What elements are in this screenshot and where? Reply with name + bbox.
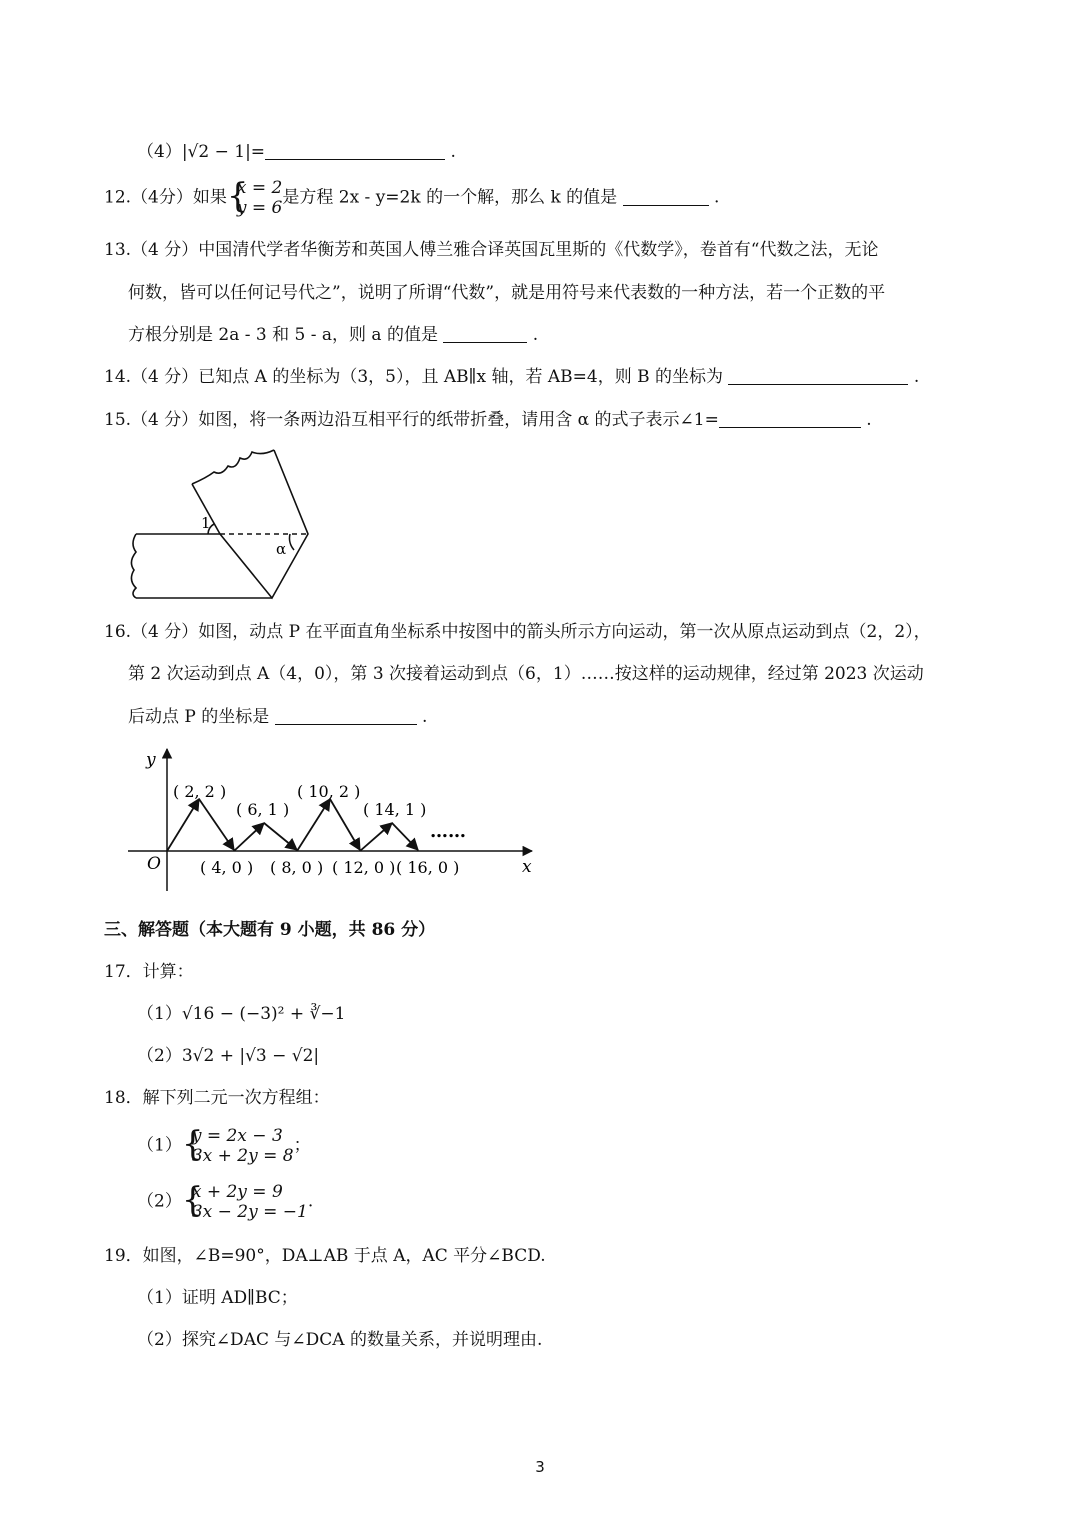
q16-answer-blank[interactable] — [275, 706, 417, 725]
q18-part2 — [137, 1182, 313, 1222]
brace-icon: { — [181, 1180, 204, 1220]
q18-part1-label: （1） — [137, 1135, 182, 1156]
q18-part1-system — [182, 1126, 294, 1166]
q11-part4-label: （4） — [137, 142, 182, 162]
fig16-zigzag-plot — [120, 745, 550, 895]
fig15-folded-strip — [122, 440, 322, 610]
q15: 15.（4 分）如图，将一条两边沿互相平行的纸带折叠，请用含 α 的式子表示∠1= . — [104, 410, 872, 430]
q17-part2-expr: 3√2 + |√3 − √2| — [181, 1046, 320, 1066]
x-axis-label: x — [522, 857, 532, 877]
q18-part2-row1: x + 2y = 9 — [191, 1182, 283, 1202]
q13-answer-blank[interactable] — [443, 324, 527, 343]
q19-title: 19．如图，∠B=90°，DA⊥AB 于点 A，AC 平分∠BCD. — [104, 1246, 546, 1266]
fig15-label-alpha: α — [276, 540, 287, 558]
q12-system-row1: x = 2 — [236, 178, 283, 198]
path-segment — [264, 823, 297, 850]
q18-title: 18．解下列二元一次方程组： — [104, 1088, 330, 1108]
q18-part1-row1: y = 2x − 3 — [191, 1126, 283, 1146]
q13-line1: 13.（4 分）中国清代学者华衡芳和英国人傅兰雅合译英国瓦里斯的《代数学》，卷首有“代数之法，无论 — [104, 240, 879, 260]
y-axis-label: y — [146, 750, 156, 770]
top-label: ( 6, 1 ) — [236, 800, 290, 819]
q18-part1 — [137, 1126, 311, 1166]
bottom-label: ( 8, 0 ) — [270, 858, 324, 877]
q18-part1-end: ； — [293, 1135, 311, 1156]
q18-part2-row2: 3x − 2y = −1 — [191, 1202, 308, 1222]
q12-system — [227, 178, 282, 218]
q16-line3-text: 后动点 P 的坐标是 — [128, 707, 270, 727]
q16-line2: 第 2 次运动到点 A（4，0），第 3 次接着运动到点（6，1）……按这样的运动规律，经过第 2023 次运动 — [128, 664, 924, 684]
q14: 14.（4 分）已知点 A 的坐标为（3，5），且 AB∥x 轴，若 AB=4，则 B 的坐标为 . — [104, 367, 920, 387]
q17-part1 — [137, 1002, 345, 1026]
q17-title: 17．计算： — [104, 962, 194, 982]
q13-line3-text: 方根分别是 2a - 3 和 5 - a，则 a 的值是 — [128, 325, 438, 345]
q13-line2: 何数，皆可以任何记号代之”，说明了所谓“代数”，就是用符号来代表数的一种方法，若一个正数的平 — [128, 283, 886, 303]
page-number: 3 — [535, 1458, 545, 1476]
q18-part1-row2: 3x + 2y = 8 — [191, 1146, 294, 1166]
brace-icon: { — [181, 1124, 204, 1164]
q12-system-row2: y = 6 — [236, 198, 283, 218]
q11-answer-blank[interactable] — [265, 141, 445, 160]
bottom-label: ( 16, 0 ) — [396, 858, 460, 877]
top-label: ( 14, 1 ) — [363, 800, 427, 819]
path-segment — [330, 799, 360, 850]
q12-answer-blank[interactable] — [623, 187, 709, 206]
brace-icon: { — [226, 176, 249, 216]
section-3-title: 三、解答题（本大题有 9 小题，共 86 分） — [104, 920, 436, 940]
q19-part2: （2）探究∠DAC 与∠DCA 的数量关系，并说明理由. — [137, 1330, 543, 1350]
path-segment — [392, 823, 418, 850]
q11-part4-expr: |√2 − 1|= — [181, 142, 266, 162]
q18-part2-system — [182, 1182, 308, 1222]
q18-part2-label: （2） — [137, 1191, 182, 1212]
ellipsis-label: …… — [430, 821, 466, 842]
path-segment — [360, 823, 392, 851]
top-label: ( 10, 2 ) — [297, 782, 361, 801]
path-segment — [199, 799, 234, 850]
q12-text: 是方程 2x - y=2k 的一个解，那么 k 的值是 — [282, 187, 618, 208]
bottom-label: ( 4, 0 ) — [200, 858, 254, 877]
q16-line1: 16.（4 分）如图，动点 P 在平面直角坐标系中按图中的箭头所示方向运动，第一次从原点运动到点（2，2）， — [104, 622, 931, 642]
q11-part4: （4）|√2 − 1|= . — [137, 142, 456, 162]
q15-text: 15.（4 分）如图，将一条两边沿互相平行的纸带折叠，请用含 α 的式子表示∠1= — [104, 410, 719, 430]
fig15-label-1: 1 — [201, 514, 211, 532]
q19-part1: （1）证明 AD∥BC； — [137, 1288, 298, 1308]
q14-answer-blank[interactable] — [728, 366, 908, 385]
path-segment — [234, 823, 264, 851]
q17-part2-label: （2） — [137, 1046, 182, 1066]
q17-part2 — [137, 1044, 319, 1068]
q17-part1-expr: √16 − (−3)² + ∛−1 — [181, 1004, 346, 1024]
q12: 12.（4分）如果 { x = 2 y = 6 是方程 2x - y=2k 的一个解，那么 k 的值是 . — [104, 176, 720, 218]
q18-part2-end: . — [307, 1191, 314, 1212]
q14-text: 14.（4 分）已知点 A 的坐标为（3，5），且 AB∥x 轴，若 AB=4，则 B 的坐标为 — [104, 367, 724, 387]
q16-line3: 后动点 P 的坐标是 . — [128, 707, 428, 727]
q13-line3: 方根分别是 2a - 3 和 5 - a，则 a 的值是 . — [128, 325, 539, 345]
top-label: ( 2, 2 ) — [173, 782, 227, 801]
path-segment — [297, 799, 330, 851]
q15-answer-blank[interactable] — [719, 409, 861, 428]
q12-number: 12.（4分）如果 — [104, 187, 227, 208]
q17-part1-label: （1） — [137, 1004, 182, 1024]
bottom-label: ( 12, 0 ) — [332, 858, 396, 877]
origin-label: O — [147, 854, 161, 874]
path-segment — [167, 799, 199, 851]
